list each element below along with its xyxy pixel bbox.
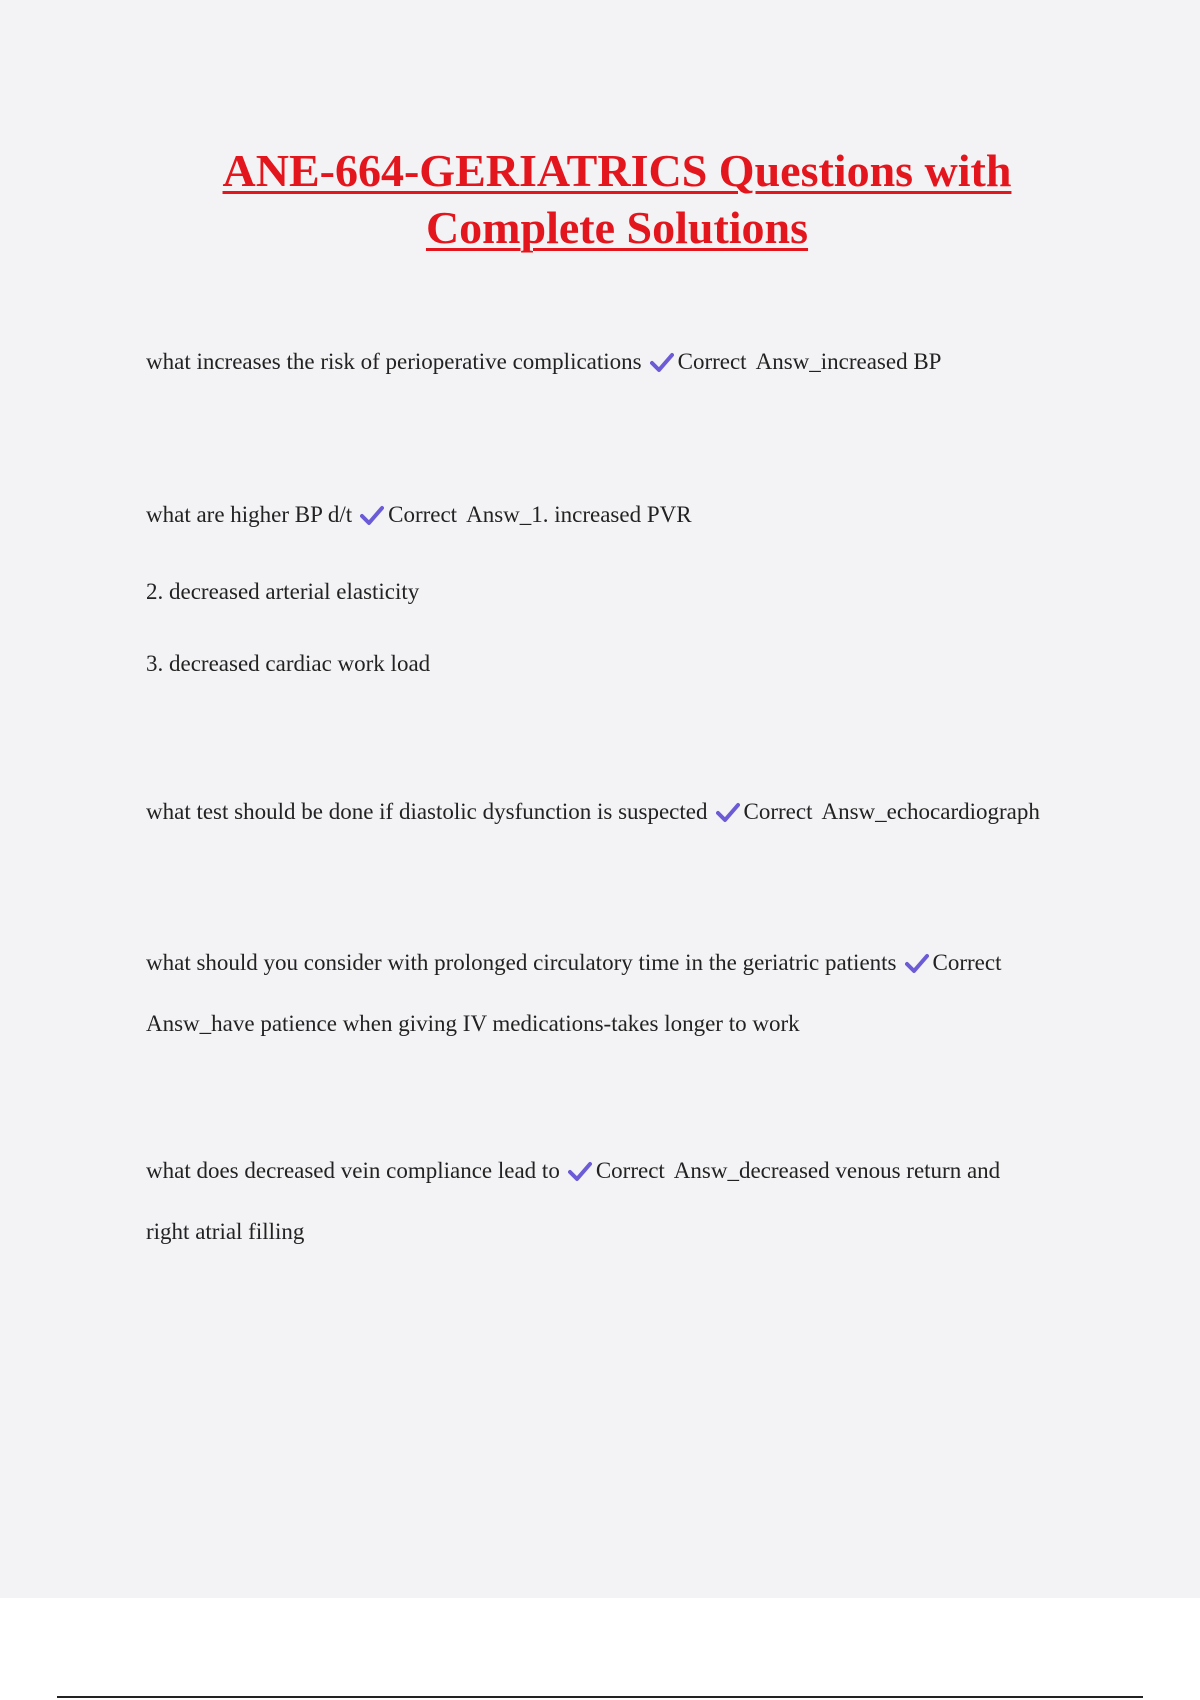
question-text: what does decreased vein compliance lead to	[146, 1158, 560, 1183]
qa-item-2	[146, 500, 692, 530]
correct-label: Correct	[743, 799, 813, 824]
correct-label: Correct	[932, 950, 1002, 975]
checkmark-icon	[905, 952, 929, 974]
answer-text: Answ_increased BP	[755, 349, 942, 374]
question-text: what test should be done if diastolic dysfunction is suspected	[146, 799, 708, 824]
correct-label: Correct	[388, 502, 458, 527]
checkmark-icon	[568, 1160, 592, 1182]
correct-label: Correct	[595, 1158, 665, 1183]
correct-label: Correct	[677, 349, 747, 374]
question-text: what are higher BP d/t	[146, 502, 353, 527]
checkmark-icon	[360, 504, 384, 526]
answer-continuation: 3. decreased cardiac work load	[146, 651, 431, 676]
bottom-divider	[57, 1696, 1143, 1698]
question-text: what increases the risk of perioperative complications	[146, 349, 642, 374]
answer-continuation: right atrial filling	[146, 1219, 305, 1244]
question-text: what should you consider with prolonged circulatory time in the geriatric patients	[146, 950, 897, 975]
answer-text: Answ_decreased venous return and	[673, 1158, 1001, 1183]
checkmark-icon	[650, 351, 674, 373]
document-title	[0, 142, 1200, 256]
answer-text: Answ_have patience when giving IV medications-takes longer to work	[146, 1011, 800, 1036]
qa-item-4	[146, 948, 1001, 978]
title-line-2: Complete Solutions	[425, 202, 809, 253]
answer-text: Answ_echocardiograph	[821, 799, 1040, 824]
qa-item-5	[146, 1156, 1000, 1186]
answer-continuation: 2. decreased arterial elasticity	[146, 579, 420, 604]
qa-item-3	[146, 797, 1040, 827]
qa-item-1	[146, 347, 941, 377]
answer-text: Answ_1. increased PVR	[466, 502, 692, 527]
checkmark-icon	[716, 801, 740, 823]
title-line-1: ANE-664-GERIATRICS Questions with	[222, 145, 1012, 196]
